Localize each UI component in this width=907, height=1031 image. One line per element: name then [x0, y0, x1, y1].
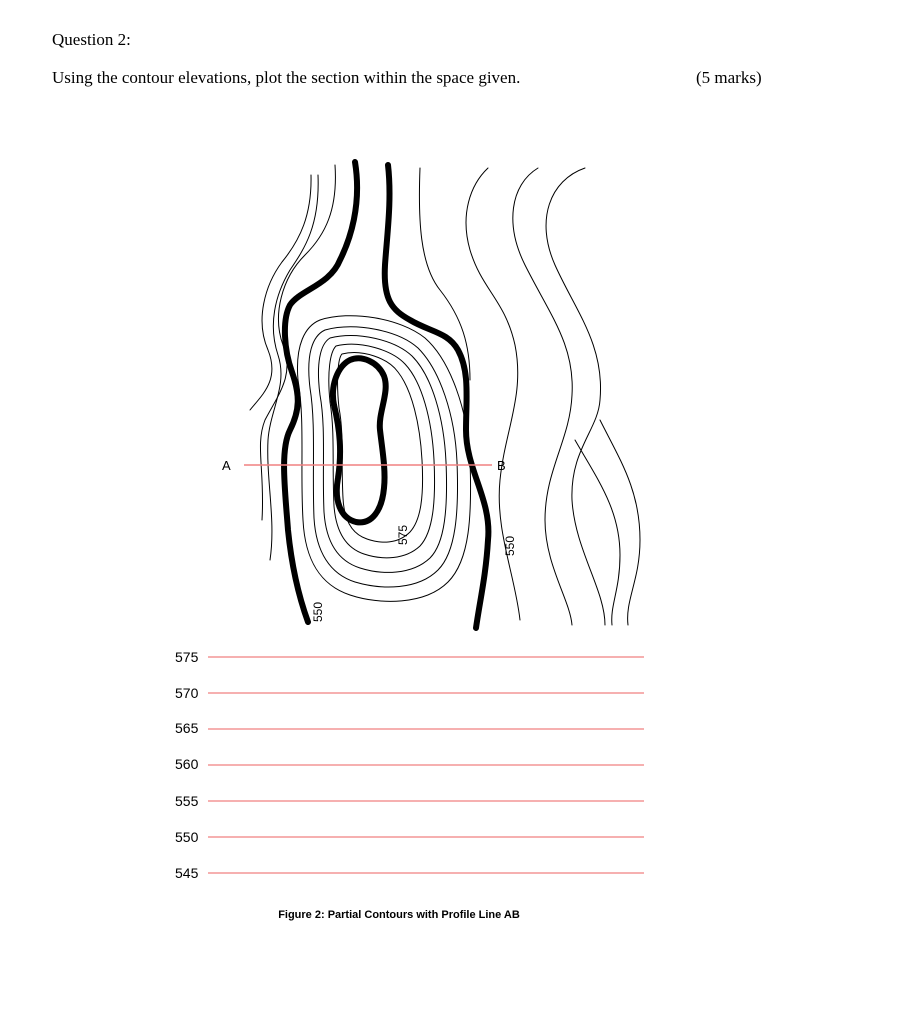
contour-line: [546, 168, 605, 625]
grid-row-565: [175, 720, 644, 736]
question-marks: (5 marks): [696, 68, 762, 87]
grid-row-570: [175, 685, 644, 701]
contour-label-550-west: 550: [311, 601, 325, 622]
elevation-label: 565: [175, 720, 199, 736]
elevation-label: 560: [175, 756, 199, 772]
grid-row-575: [175, 649, 644, 665]
contour-label-550-east: 550: [503, 535, 517, 556]
figure-caption: Figure 2: Partial Contours with Profile Line AB: [278, 909, 520, 921]
index-contour-550-west: [284, 162, 357, 622]
index-contour-550-east: [385, 165, 489, 628]
point-b-label: B: [497, 458, 506, 473]
contour-line: [260, 165, 335, 520]
grid-row-555: [175, 793, 644, 809]
index-contour-575: [333, 358, 386, 522]
grid-row-550: [175, 829, 644, 845]
contour-line: [575, 440, 620, 625]
elevation-label: 550: [175, 829, 199, 845]
elevation-label: 570: [175, 685, 199, 701]
point-a-label: A: [222, 458, 231, 473]
section-grid: [175, 649, 644, 881]
elevation-label: 555: [175, 793, 199, 809]
contour-line: [513, 168, 572, 625]
grid-row-545: [175, 865, 644, 881]
question-text: Using the contour elevations, plot the section within the space given.: [52, 68, 521, 87]
contour-line: [600, 420, 640, 625]
contour-label-575: 575: [396, 524, 410, 545]
contour-map: [250, 162, 640, 628]
contour-line: [419, 168, 470, 380]
elevation-label: 545: [175, 865, 199, 881]
profile-line-ab: [222, 458, 506, 473]
question-title: Question 2:: [52, 30, 131, 49]
elevation-label: 575: [175, 649, 199, 665]
grid-row-560: [175, 756, 644, 772]
